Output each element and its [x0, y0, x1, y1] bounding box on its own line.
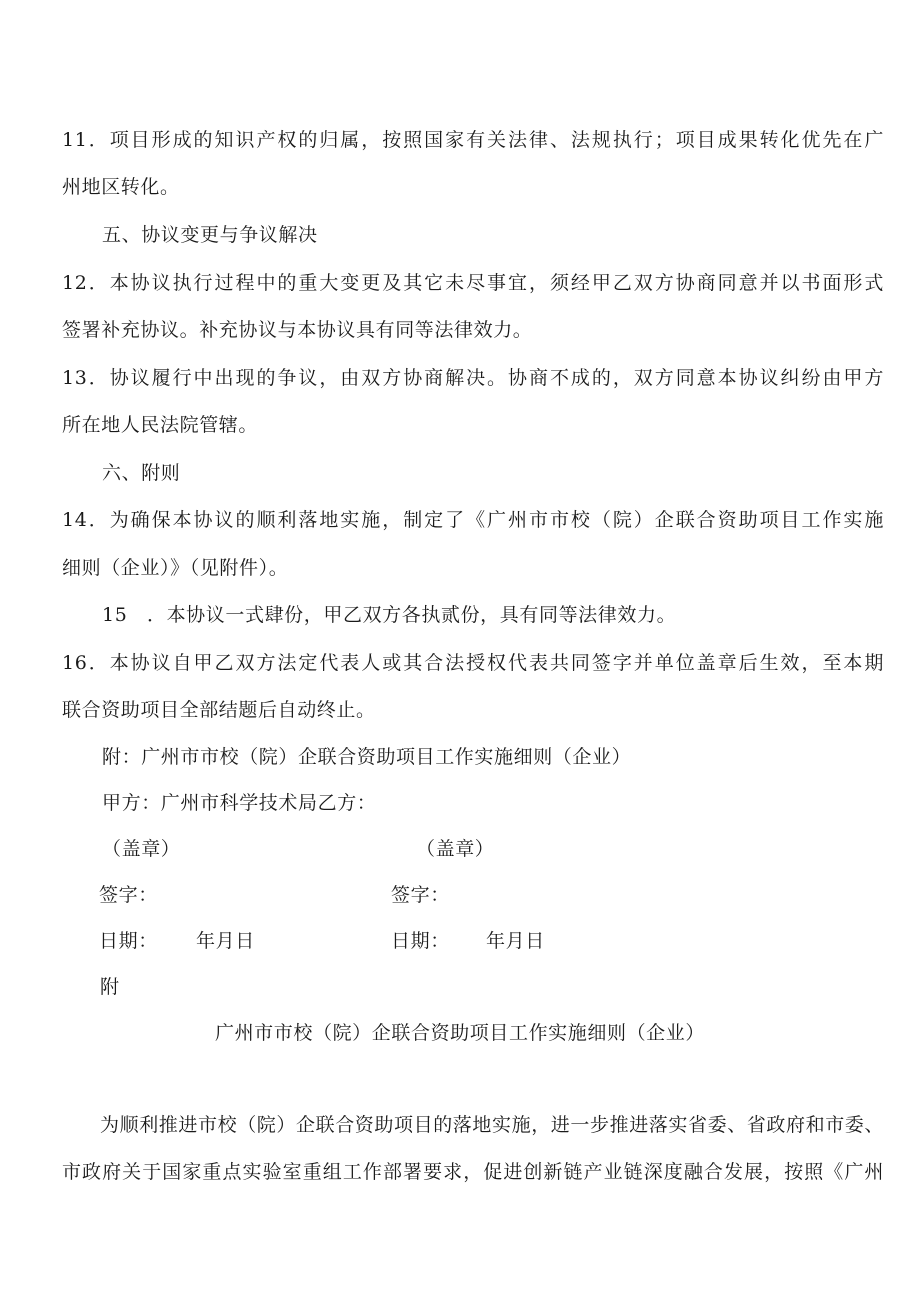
annex-marker: 附	[100, 976, 120, 998]
signature-label-a: 签字：	[99, 884, 158, 906]
paragraph-16-line-1: 16．本协议自甲乙双方法定代表人或其合法授权代表共同签字并单位盖章后生效，至本期	[62, 652, 884, 674]
date-value-b: 年月日	[486, 930, 545, 952]
date-value-a: 年月日	[196, 930, 255, 952]
paragraph-14-line-2: 细则（企业）》（见附件）。	[62, 557, 289, 579]
date-label-b: 日期：	[391, 930, 450, 952]
paragraph-13-line-1: 13．协议履行中出现的争议，由双方协商解决。协商不成的，双方同意本协议纠纷由甲方	[62, 367, 884, 389]
seal-party-a: （盖章）	[102, 838, 181, 860]
paragraph-12-line-1: 12．本协议执行过程中的重大变更及其它未尽事宜，须经甲乙双方协商同意并以书面形式	[62, 272, 884, 294]
attachment-note: 附：广州市市校（院）企联合资助项目工作实施细则（企业）	[102, 746, 632, 768]
section-heading-5: 五、协议变更与争议解决	[102, 224, 318, 246]
paragraph-15: 15 ．本协议一式肆份，甲乙双方各执贰份，具有同等法律效力。	[102, 604, 677, 626]
paragraph-12-line-2: 签署补充协议。补充协议与本协议具有同等法律效力。	[62, 319, 533, 341]
annex-title: 广州市市校（院）企联合资助项目工作实施细则（企业）	[214, 1022, 705, 1044]
paragraph-11-line-2: 州地区转化。	[62, 176, 180, 198]
paragraph-13-line-2: 所在地人民法院管辖。	[62, 414, 259, 436]
paragraph-11-line-1: 11．项目形成的知识产权的归属，按照国家有关法律、法规执行；项目成果转化优先在广	[62, 129, 884, 151]
parties-line: 甲方：广州市科学技术局乙方：	[102, 792, 377, 814]
date-label-a: 日期：	[99, 930, 158, 952]
annex-intro-line-1: 为顺利推进市校（院）企联合资助项目的落地实施，进一步推进落实省委、省政府和市委、	[100, 1114, 885, 1136]
signature-label-b: 签字：	[391, 884, 450, 906]
paragraph-16-line-2: 联合资助项目全部结题后自动终止。	[62, 699, 376, 721]
seal-party-b: （盖章）	[416, 838, 495, 860]
annex-intro-line-2: 市政府关于国家重点实验室重组工作部署要求，促进创新链产业链深度融合发展，按照《广州	[62, 1161, 884, 1183]
paragraph-14-line-1: 14．为确保本协议的顺利落地实施，制定了《广州市市校（院）企联合资助项目工作实施	[62, 509, 884, 531]
section-heading-6: 六、附则	[102, 462, 181, 484]
